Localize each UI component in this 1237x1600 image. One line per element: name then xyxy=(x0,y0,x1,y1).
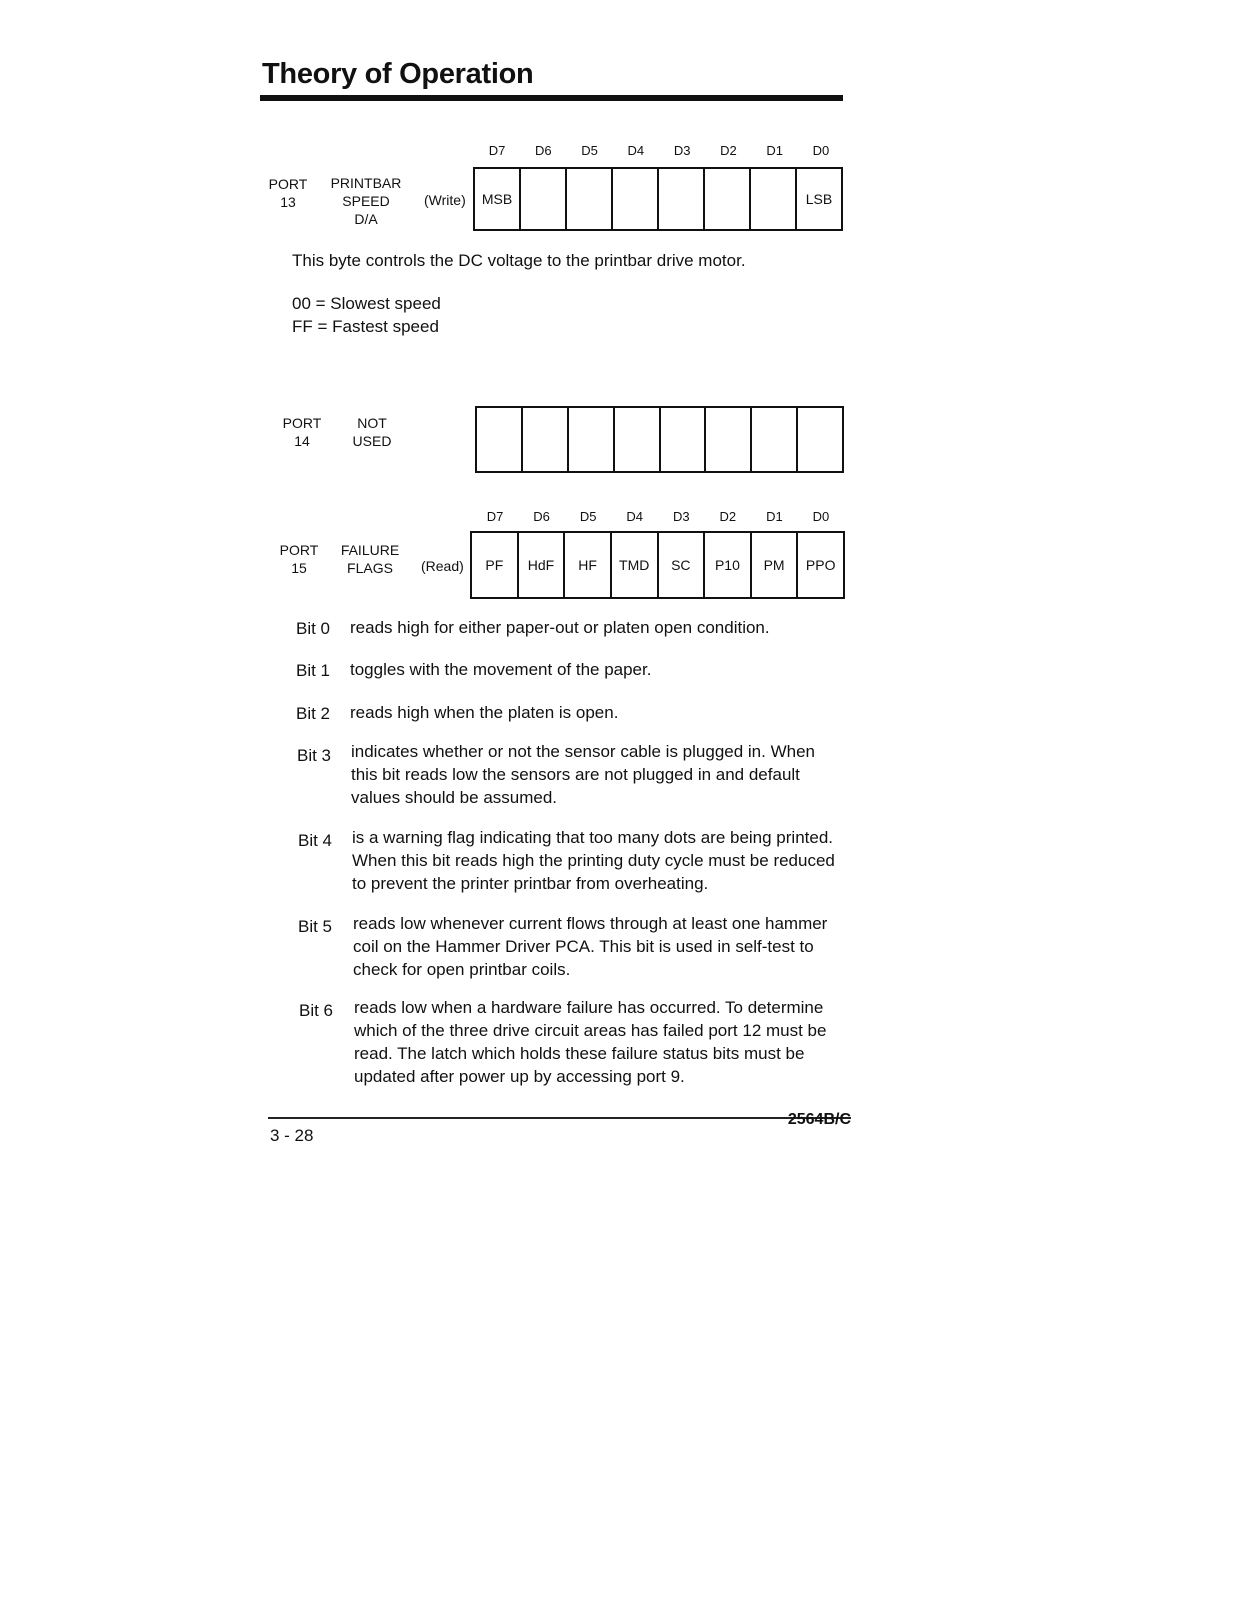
bit-header: D4 xyxy=(627,143,645,158)
bit-label: Bit 2 xyxy=(296,704,331,723)
model-number: 2564B/C xyxy=(787,1111,851,1128)
bit-header: D3 xyxy=(673,143,691,158)
register-cell xyxy=(615,408,661,471)
bit-label: Bit 0 xyxy=(296,619,331,638)
register-cell xyxy=(567,169,613,229)
page-number: 3 - 28 xyxy=(270,1126,314,1145)
port13-mode: (Write) xyxy=(424,192,466,208)
bit-description: reads low whenever current flows through at least one hammer coil on the Hammer Driver PCA. This bit is used in self-test to check for open printbar coils. xyxy=(353,914,828,979)
register-cell xyxy=(705,169,751,229)
register-cell: LSB xyxy=(805,191,833,207)
bit-description: reads low when a hardware failure has occurred. To determine which of the three drive circuit areas has failed port 12 must be read. The latch which holds these failure status bits must be updated after power up by accessing port 9. xyxy=(354,998,827,1086)
bit-header: D1 xyxy=(766,143,783,158)
port-word: PORT xyxy=(279,542,319,558)
port14-name xyxy=(340,414,404,450)
port-name-line: FLAGS xyxy=(347,560,393,576)
bit-label: Bit 3 xyxy=(297,746,332,765)
port-number: 14 xyxy=(294,433,310,449)
bit-label: Bit 4 xyxy=(298,831,333,850)
bit-header: D7 xyxy=(488,143,506,158)
bit-header: D3 xyxy=(672,509,690,524)
port13-values xyxy=(292,292,441,338)
register-cell: HF xyxy=(565,533,612,597)
register-cell xyxy=(477,408,523,471)
register-cell: MSB xyxy=(475,169,521,229)
port14-register xyxy=(475,406,844,473)
bit-header: D7 xyxy=(486,509,504,524)
value-line: FF = Fastest speed xyxy=(292,317,439,336)
port13-description: This byte controls the DC voltage to the printbar drive motor. xyxy=(292,251,746,270)
register-cell xyxy=(661,408,707,471)
register-cell xyxy=(751,169,797,229)
port-name-line: SPEED xyxy=(342,193,390,209)
port-number: 15 xyxy=(291,560,307,576)
bit-header: D5 xyxy=(579,509,597,524)
port-name-line: D/A xyxy=(354,211,378,227)
port15-mode: (Read) xyxy=(421,558,464,574)
register-cell xyxy=(798,408,842,471)
bit-description: reads high when the platen is open. xyxy=(350,703,619,722)
port15-label xyxy=(277,542,321,576)
port15-register xyxy=(470,531,845,599)
register-cell xyxy=(569,408,615,471)
register-cell xyxy=(659,169,705,229)
bit-description: toggles with the movement of the paper. xyxy=(350,660,652,679)
bit-description: reads high for either paper-out or platen open condition. xyxy=(350,618,770,637)
port15-bit-headers xyxy=(472,509,844,524)
register-cell xyxy=(613,169,659,229)
port15-name xyxy=(334,541,406,577)
bit-header: D0 xyxy=(812,509,830,524)
register-cell xyxy=(706,408,752,471)
bit-header: D1 xyxy=(766,509,783,524)
port-name-line: FAILURE xyxy=(340,542,400,558)
port-word: PORT xyxy=(268,176,308,192)
bit-label: Bit 6 xyxy=(299,1001,334,1020)
port13-bit-headers xyxy=(474,143,844,158)
register-cell: PM xyxy=(752,533,799,597)
bit-header: D0 xyxy=(812,143,830,158)
port-name-line: NOT xyxy=(357,415,387,431)
bit-description: indicates whether or not the sensor cable is plugged in. When this bit reads low the sensors are not plugged in and default values should be assumed. xyxy=(351,742,815,807)
bit-header: D2 xyxy=(720,143,737,158)
port-name-line: USED xyxy=(352,433,392,449)
bit-header: D4 xyxy=(626,509,643,524)
page-title: Theory of Operation xyxy=(262,58,534,90)
port-name-line: PRINTBAR xyxy=(330,175,402,191)
register-cell xyxy=(752,408,798,471)
register-cell: P10 xyxy=(705,533,752,597)
port14-label xyxy=(280,415,324,449)
port13-label xyxy=(266,176,310,210)
port13-register xyxy=(473,167,843,231)
bit-header: D5 xyxy=(581,143,598,158)
register-cell: PF xyxy=(472,533,519,597)
bit-label: Bit 1 xyxy=(296,661,331,680)
register-cell xyxy=(521,169,567,229)
register-cell: PPO xyxy=(805,557,836,573)
title-rule xyxy=(260,95,843,101)
register-cell xyxy=(523,408,569,471)
register-cell: SC xyxy=(659,533,706,597)
bit-header: D6 xyxy=(533,509,550,524)
bit-description: is a warning flag indicating that too many dots are being printed. When this bit reads high the printing duty cycle must be reduced to prevent the printer printbar from overheating. xyxy=(352,828,835,893)
port13-name xyxy=(320,174,412,228)
register-cell: HdF xyxy=(519,533,566,597)
register-cell: TMD xyxy=(612,533,659,597)
bit-header: D6 xyxy=(534,143,552,158)
port-number: 13 xyxy=(280,194,296,210)
port-word: PORT xyxy=(282,415,322,431)
bit-header: D2 xyxy=(719,509,737,524)
value-line: 00 = Slowest speed xyxy=(292,294,441,313)
bit-label: Bit 5 xyxy=(298,917,333,936)
